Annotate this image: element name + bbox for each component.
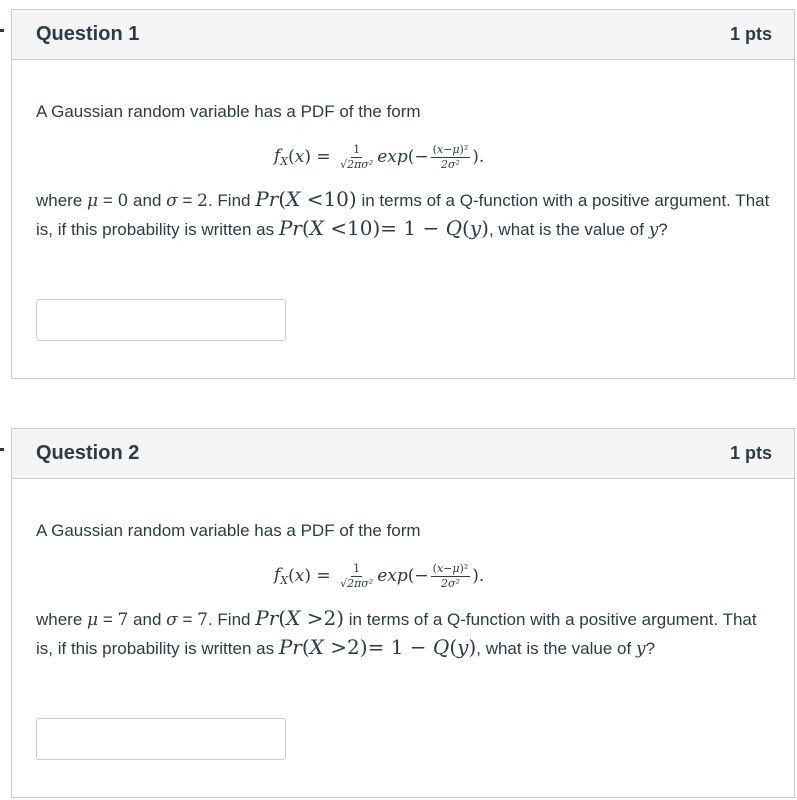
mu-value: 7 xyxy=(117,610,129,630)
question-marker xyxy=(0,448,4,451)
question-header xyxy=(12,10,794,60)
question-title: Question 1 xyxy=(36,23,140,45)
question-title: Question 2 xyxy=(36,442,140,464)
question-card-1 xyxy=(11,9,795,379)
question-card-2 xyxy=(11,428,795,798)
sigma-value: 7 xyxy=(197,610,208,630)
mu-value: 0 xyxy=(117,191,129,211)
answer-input[interactable] xyxy=(36,718,286,760)
answer-input[interactable] xyxy=(36,299,286,341)
question-points: 1 pts xyxy=(729,443,772,463)
threshold: 2 xyxy=(323,606,337,630)
question-marker xyxy=(0,29,4,32)
question-intro: A Gaussian random variable has a PDF of the form xyxy=(36,102,421,121)
question-points: 1 pts xyxy=(729,24,772,44)
threshold: 10 xyxy=(323,187,349,211)
relation: > xyxy=(306,606,324,630)
pdf-formula: $f_X$ ( x ) = $\frac{1}{\text{√2πσ²}}$ exp (− $\frac{\text{(x−μ)²}}{\text{2σ²}}$ ). xyxy=(274,561,485,590)
question-text: where μ = 0 and σ = 2. Find Pr(X <10) in terms of a Q-function with a positive argument. That is, if this probability is written as Pr(X <10)= 1 − Q(y), what is the value of y? xyxy=(36,187,770,240)
question-intro: A Gaussian random variable has a PDF of the form xyxy=(36,521,421,540)
relation: < xyxy=(306,187,324,211)
sigma-value: 2 xyxy=(197,191,208,211)
question-header xyxy=(12,429,794,479)
pdf-formula: $f_X$ ( x ) = $\frac{1}{\text{√2πσ²}}$ exp (− $\frac{\text{(x−μ)²}}{\text{2σ²}}$ ). xyxy=(274,142,485,171)
question-text: where μ = 7 and σ = 7. Find Pr(X >2) in terms of a Q-function with a positive argument. That is, if this probability is written as Pr(X >2)= 1 − Q(y), what is the value of y? xyxy=(36,606,757,659)
